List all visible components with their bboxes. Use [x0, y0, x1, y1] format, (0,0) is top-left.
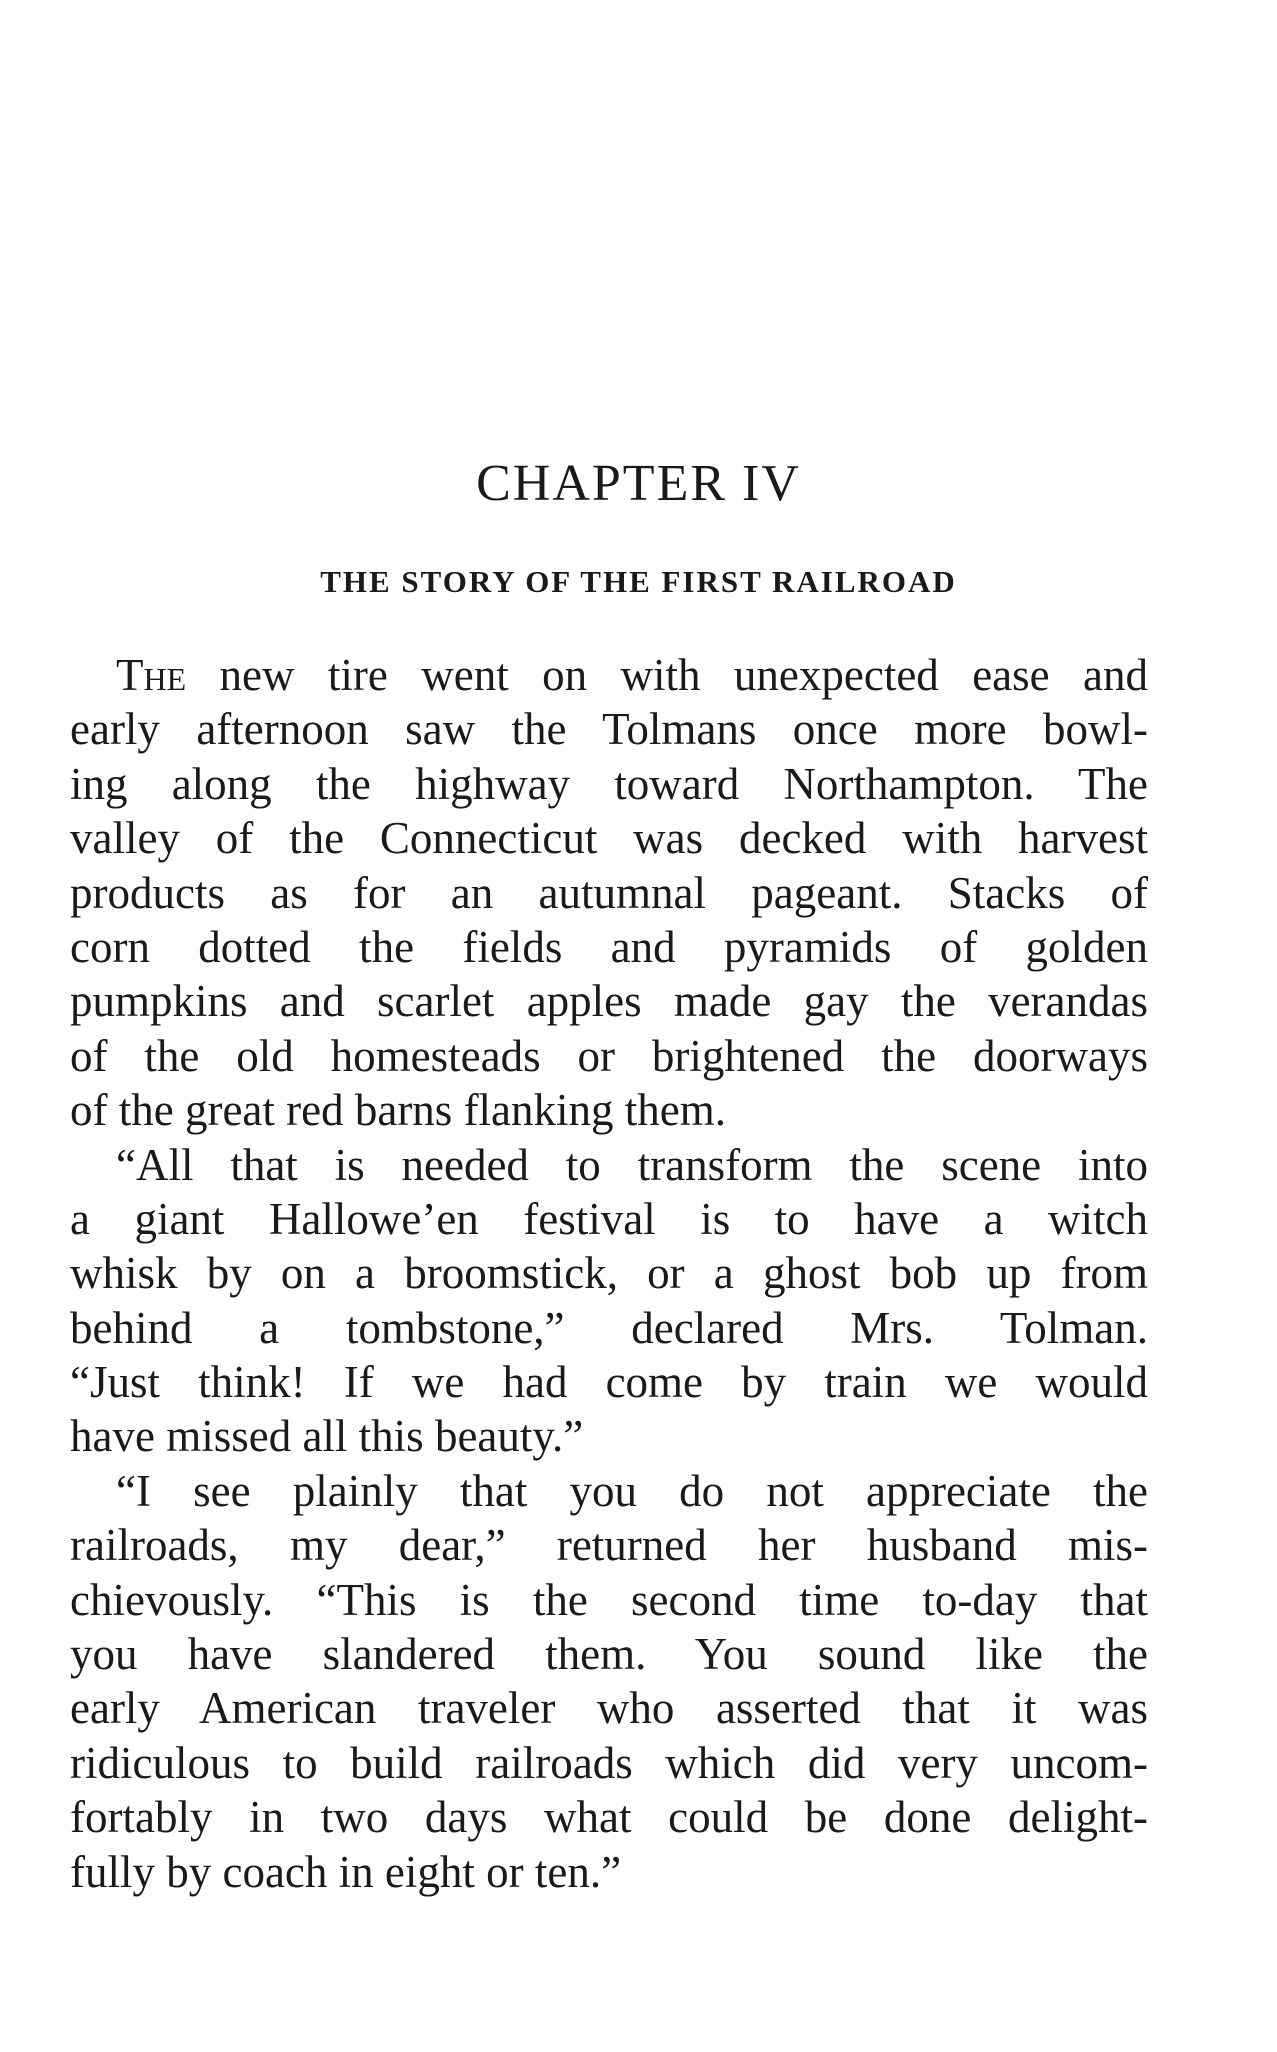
text-line: railroads, my dear,” returned her husband mis-	[70, 1520, 1148, 1571]
text-line: early American traveler who asserted that it was	[70, 1683, 1148, 1734]
text-line: corn dotted the fields and pyramids of golden	[70, 921, 1148, 972]
text-line: early afternoon saw the Tolmans once more bowl-	[70, 704, 1148, 755]
text-line: “Just think! If we had come by train we would	[70, 1357, 1148, 1408]
text-line: whisk by on a broomstick, or a ghost bob up from	[70, 1248, 1148, 1299]
opening-word: The	[116, 650, 187, 700]
chapter-title: THE STORY OF THE FIRST RAILROAD	[320, 564, 957, 599]
text-line: chievously. “This is the second time to-day that	[70, 1574, 1148, 1625]
text-line: a giant Hallowe’en festival is to have a witch	[70, 1193, 1148, 1244]
chapter-number: CHAPTER IV	[476, 455, 801, 512]
chapter-body	[70, 648, 1148, 1899]
text-line: “All that is needed to transform the scene into	[116, 1139, 1148, 1190]
text-line: of the great red barns flanking them.	[70, 1085, 727, 1136]
text-line: of the old homesteads or brightened the doorways	[70, 1030, 1148, 1081]
text-line: fully by coach in eight or ten.”	[70, 1846, 622, 1897]
text-line: fortably in two days what could be done delight-	[70, 1792, 1148, 1843]
text-line: you have slandered them. You sound like the	[70, 1629, 1148, 1680]
text-line-content: new tire went on with unexpected ease and	[186, 650, 1148, 700]
text-line: pumpkins and scarlet apples made gay the verandas	[70, 976, 1148, 1027]
text-line: behind a tombstone,” declared Mrs. Tolman.	[70, 1302, 1148, 1353]
text-line: ing along the highway toward Northampton. The	[70, 758, 1148, 809]
text-line: ridiculous to build railroads which did very uncom-	[70, 1737, 1148, 1788]
text-line: valley of the Connecticut was decked with harvest	[70, 813, 1148, 864]
text-line	[70, 648, 1148, 702]
text-line: have missed all this beauty.”	[70, 1411, 584, 1462]
text-line: products as for an autumnal pageant. Stacks of	[70, 867, 1148, 918]
text-line: “I see plainly that you do not appreciate the	[116, 1465, 1148, 1516]
